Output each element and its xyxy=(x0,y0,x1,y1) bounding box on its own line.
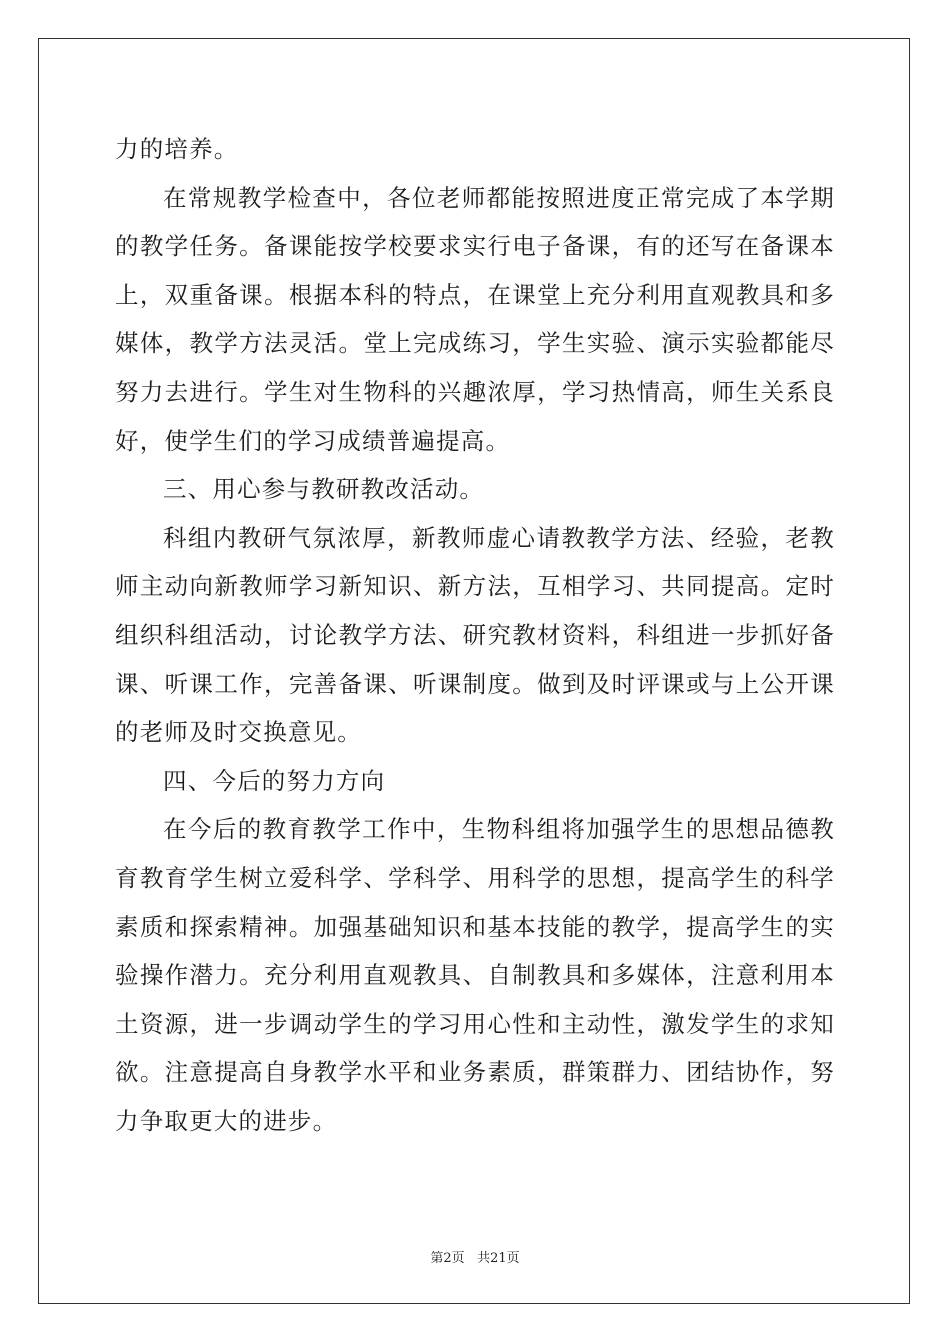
document-body xyxy=(115,125,835,1145)
paragraph-1: 力的培养。 xyxy=(115,135,239,163)
total-pages: 共21页 xyxy=(477,1251,520,1266)
paragraph-2: 在常规教学检查中，各位老师都能按照进度正常完成了本学期的教学任务。备课能按学校要求实行电子备课，有的还写在备课本上，双重备课。根据本科的特点，在课堂上充分利用直观教具和多媒体，教学方法灵活。堂上完成练习，学生实验、演示实验都能尽努力去进行。学生对生物科的兴趣浓厚，学习热情高，师生关系良好，使学生们的学习成绩普遍提高。 xyxy=(115,183,835,455)
section-heading-3: 三、用心参与教研教改活动。 xyxy=(163,475,485,504)
paragraph-6: 在今后的教育教学工作中，生物科组将加强学生的思想品德教育教育学生树立爱科学、学科学、用科学的思想，提高学生的科学素质和探索精神。加强基础知识和基本技能的教学，提高学生的实验操作潜力。充分利用直观教具、自制教具和多媒体，注意利用本土资源，进一步调动学生的学习用心性和主动性，激发学生的求知欲。注意提高自身教学水平和业务素质，群策群力、团结协作，努力争取更大的进步。 xyxy=(115,815,835,1135)
page-footer xyxy=(0,1247,950,1266)
paragraph-4: 科组内教研气氛浓厚，新教师虚心请教教学方法、经验，老教师主动向新教师学习新知识、新方法，互相学习、共同提高。定时组织科组活动，讨论教学方法、研究教材资料，科组进一步抓好备课、听课工作，完善备课、听课制度。做到及时评课或与上公开课的老师及时交换意见。 xyxy=(115,523,835,747)
section-heading-4: 四、今后的努力方向 xyxy=(163,766,386,795)
page-number: 第2页 xyxy=(430,1251,465,1266)
